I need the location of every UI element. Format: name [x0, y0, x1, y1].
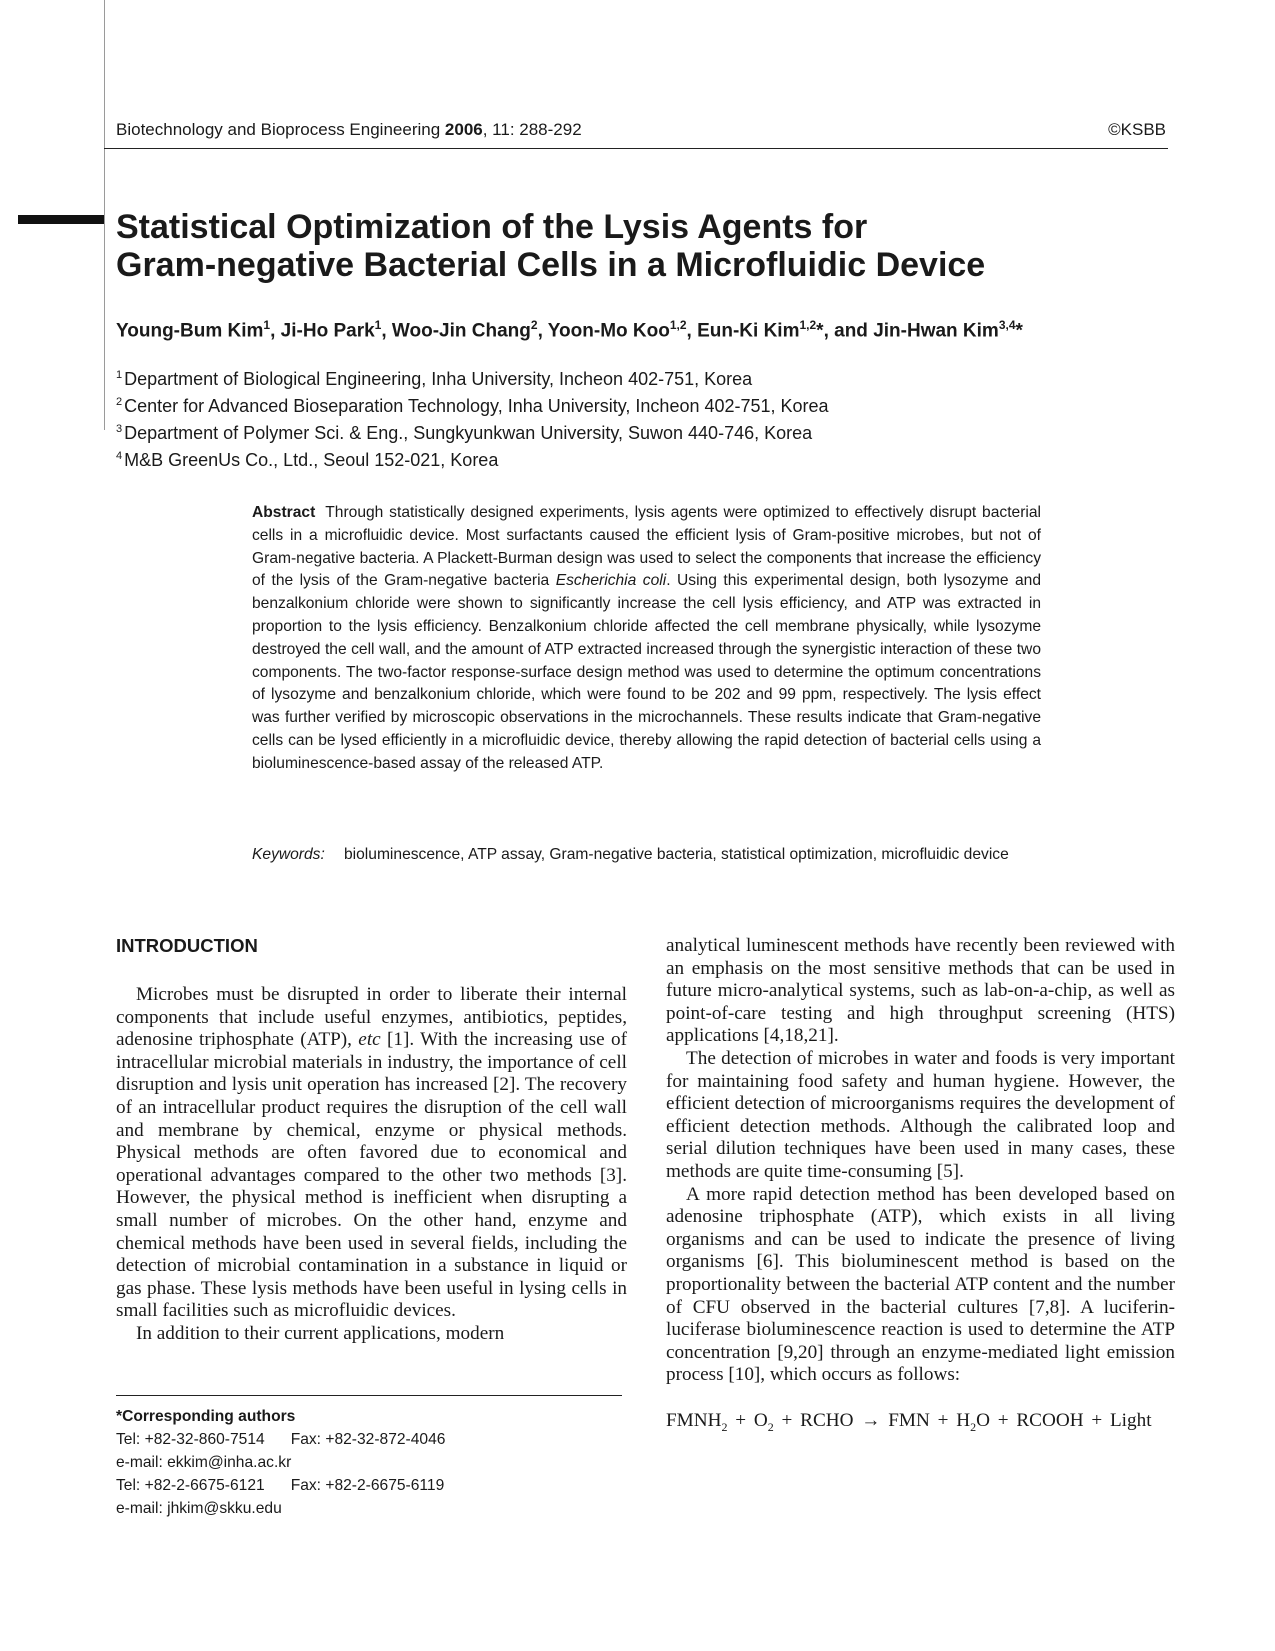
affiliation-number: 2 [116, 396, 123, 408]
journal-year: 2006 [444, 120, 483, 139]
abstract [252, 502, 1041, 776]
journal-volume-pages: , 11: 288-292 [482, 120, 582, 139]
author: Young-Bum Kim [116, 320, 264, 342]
paragraph: The detection of microbes in water and foods is very important for maintaining food safety and human hygiene. However, the efficient detection of microorganisms requires the development of efficient detection methods. Although the calibrated loop and serial dilution techniques have been used in many cases, these methods are quite time-consuming [5]. [666, 1047, 1175, 1182]
italic-etc: etc [358, 1029, 381, 1051]
author-affiliation-ref: 1,2 [799, 318, 817, 332]
paragraph-text: Microbes must be disrupted in order to liberate their internal components that include useful enzymes, antibiotics, peptides, adenosine triphosphate (ATP), [116, 984, 627, 1051]
author-affiliation-ref: 3,4 [998, 318, 1016, 332]
affiliation-text: Center for Advanced Bioseparation Technology, Inha University, Incheon 402-751, Korea [124, 396, 829, 416]
email-address: e-mail: ekkim@inha.ac.kr [116, 1454, 292, 1471]
author-separator: , [381, 320, 392, 342]
left-column [116, 935, 627, 1346]
corresponding-authors-footnote [116, 1405, 445, 1520]
affiliation-number: 3 [116, 423, 123, 435]
abstract-text-continued: . Using this experimental design, both lysozyme and benzalkonium chloride were shown to significantly increase the cell lysis efficiency, and ATP was extracted in proportion to the lysis efficiency. Benzalkonium chloride affected the cell membrane physically, while lysozyme destroyed the cell wall, and the amount of ATP extracted increased through the synergistic interaction of these two components. The two-factor response-surface design method was used to determine the optimum concentrations of lysozyme and benzalkonium chloride, which were found to be 202 and 99 ppm, respectively. The lysis effect was further verified by microscopic observations in the microchannels. These results indicate that Gram-negative cells can be lysed efficiently in a microfluidic device, thereby allowing the rapid detection of bacterial cells using a bioluminescence-based assay of the released ATP. [252, 572, 1041, 772]
author-affiliation-ref: 1 [374, 318, 382, 332]
abstract-text: Through statistically designed experiments, lysis agents were optimized to effectively disrupt bacterial cells in a microfluidic device. Most surfactants caused the efficient lysis of Gram-positive microbes, but not of Gram-negative bacteria. A Plackett-Burman design was used to select the components that increase the efficiency of the lysis of the Gram-negative bacteria [252, 504, 1041, 590]
author-separator: , [686, 320, 698, 342]
author-separator: , [270, 320, 281, 342]
section-heading-introduction: INTRODUCTION [116, 935, 258, 956]
phone-number: Tel: +82-2-6675-6121 [116, 1477, 265, 1494]
paragraph: A more rapid detection method has been developed based on adenosine triphosphate (ATP), which exists in all living organisms and can be used to indicate the presence of living organisms [6]. This bioluminescent method is based on the proportionality between the bacterial ATP content and the number of CFU observed in the bacterial cultures [7,8]. A luciferin-luciferase bioluminescence reaction is used to determine the ATP concentration [9,20] through an enzyme-mediated light emission process [10], which occurs as follows: [666, 1183, 1175, 1386]
right-column [666, 935, 1175, 1438]
margin-rule [104, 0, 105, 430]
author-separator: , [537, 320, 548, 342]
footnote-contact-line [116, 1428, 445, 1451]
affiliation [116, 445, 829, 472]
author: Ji-Ho Park [280, 320, 375, 342]
affiliation [116, 418, 829, 445]
title-marker-bar [18, 215, 104, 224]
paragraph: analytical luminescent methods have recently been reviewed with an emphasis on the most sensitive methods that can be used in future micro-analytical systems, such as lab-on-a-chip, as well as point-of-care testing and high throughput screening (HTS) applications [4,18,21]. [666, 935, 1175, 1047]
fax-number: Fax: +82-32-872-4046 [290, 1431, 446, 1448]
affiliation-list [116, 364, 829, 472]
email-address: e-mail: jhkim@skku.edu [116, 1500, 282, 1517]
keywords-label: Keywords: [252, 846, 325, 863]
phone-number: Tel: +82-32-860-7514 [116, 1431, 265, 1448]
title-line-2: Gram-negative Bacterial Cells in a Microfluidic Device [116, 246, 986, 284]
author: Yoon-Mo Koo [547, 320, 670, 342]
author-separator: *, and [816, 320, 874, 342]
paragraph-text: [1]. With the increasing use of intracellular microbial materials in industry, the importance of cell disruption and lysis unit operation has increased [2]. The recovery of an intracellular product requires the disruption of the cell wall and membrane by chemical, enzyme or physical methods. Physical methods are often favored due to economical and operational advantages compared to the other two methods [3]. However, the physical method is inefficient when disrupting a small number of microbes. On the other hand, enzyme and chemical methods have been used in several fields, including the detection of microbial contamination in a substance in liquid or gas phase. These lysis methods have been useful in lysing cells in small facilities such as microfluidic devices. [116, 1029, 627, 1322]
paper-title [116, 208, 1176, 284]
affiliation-text: Department of Biological Engineering, Inha University, Incheon 402-751, Korea [124, 369, 753, 389]
journal-name: Biotechnology and Bioprocess Engineering [116, 120, 441, 139]
fax-number: Fax: +82-2-6675-6119 [290, 1477, 445, 1494]
species-name: Escherichia coli [555, 572, 667, 590]
author-list [116, 318, 1176, 342]
title-line-1: Statistical Optimization of the Lysis Agents for [116, 208, 868, 246]
author-affiliation-ref: 1,2 [669, 318, 687, 332]
author-affiliation-ref: 2 [530, 318, 538, 332]
author-affiliation-ref: 1 [263, 318, 271, 332]
author: Woo-Jin Chang [391, 320, 531, 342]
author: Jin-Hwan Kim [873, 320, 999, 342]
reaction-equation: $FMNH_2 + O_2$ + RCHO → FMN + $H_2O$ + RCOOH + Light [666, 1409, 1152, 1434]
affiliation-number: 4 [116, 450, 123, 462]
affiliation-text: M&B GreenUs Co., Ltd., Seoul 152-021, Korea [124, 450, 499, 470]
footnote-title: *Corresponding authors [116, 1408, 296, 1425]
affiliation [116, 391, 829, 418]
footnote-divider [116, 1395, 622, 1396]
author-separator: * [1015, 320, 1023, 342]
affiliation-text: Department of Polymer Sci. & Eng., Sungkyunkwan University, Suwon 440-746, Korea [124, 423, 813, 443]
copyright: ©KSBB [1108, 120, 1166, 139]
header-divider [104, 148, 1168, 149]
author: Eun-Ki Kim [697, 320, 800, 342]
abstract-label: Abstract [252, 504, 316, 521]
footnote-contact-line [116, 1474, 445, 1497]
keywords [252, 844, 1041, 867]
keywords-text: bioluminescence, ATP assay, Gram-negative bacteria, statistical optimization, microfluidic device [344, 846, 1009, 863]
journal-header [116, 120, 1166, 140]
affiliation [116, 364, 829, 391]
paragraph [116, 984, 627, 1323]
affiliation-number: 1 [116, 369, 123, 381]
paragraph: In addition to their current applications, modern [136, 1322, 505, 1344]
